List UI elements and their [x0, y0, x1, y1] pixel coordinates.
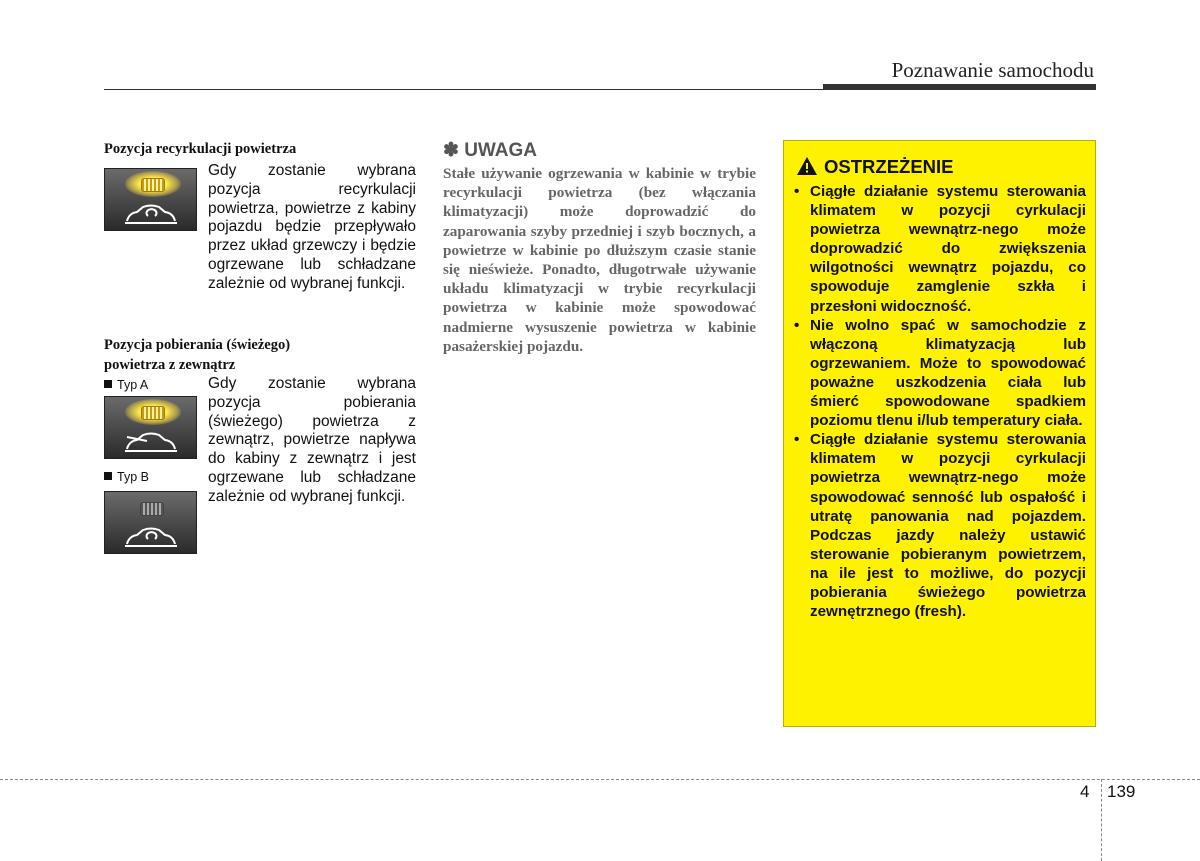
fresh-air-button-image-type-a	[104, 396, 197, 459]
bullet-square-icon	[104, 380, 112, 388]
recirculation-heading: Pozycja recyrkulacji powietrza	[104, 141, 297, 157]
chapter-number: 4	[1080, 782, 1090, 801]
warning-item: • Ciągłe działanie systemu sterowania klimatem w pozycji cyrkulacji powietrza wewnątrz-nego może spowodować senność lub ospałość i utratę panowania nad pojazdem. Podczas jazdy należy ustawić sterowanie pobieranym powietrzem, na ile jest to możliwe, do pozycji pobierania świeżego powietrza zewnętrznego (fresh).	[794, 430, 1086, 621]
uwaga-title-text: UWAGA	[464, 140, 538, 161]
warning-title	[796, 156, 954, 178]
warning-box	[783, 140, 1096, 727]
fresh-air-description: Gdy zostanie wybrana pozycja pobierania (świeżego) powietrza z zewnątrz, powietrze napływa do kabiny z zewnątrz i jest ogrzewane lub schładzane zależnie od wybranej funkcji.	[208, 375, 416, 505]
uwaga-title	[443, 139, 537, 162]
warning-item: • Ciągłe działanie systemu sterowania klimatem w pozycji cyrkulacji powietrza wewnątrz-nego może doprowadzić do zwiększenia wilgotności wewnątrz pojazdu, co spowoduje zamglenie szkła i przesłoni widoczność.	[794, 182, 1086, 316]
indicator-light-icon	[141, 178, 165, 192]
warning-item: • Nie wolno spać w samochodzie z włączoną klimatyzacją lub ogrzewaniem. Może to spowodować poważne uszkodzenia ciała lub śmierć spowodowane spadkiem poziomu tlenu i/lub temperatury ciała.	[794, 316, 1086, 431]
bullet-square-icon	[104, 472, 112, 480]
uwaga-text: Stałe używanie ogrzewania w kabinie w trybie recyrkulacji powietrza (bez włączania klimatyzacji) może doprowadzić do zaparowania szyby przedniej i szyb bocznych, a powietrze w kabinie po dłuższym czasie stanie się nieświeże. Ponadto, długotrwałe używanie układu klimatyzacji w trybie recyrkulacji powietrza w kabinie może spowodować nadmierne wysuszenie powietrza w kabinie pasażerskiej pojazdu.	[443, 165, 756, 355]
type-a-label	[104, 378, 148, 392]
page-number: 139	[1107, 782, 1136, 801]
header-rule	[104, 89, 1096, 90]
recirculation-car-icon	[123, 203, 179, 225]
type-b-text: Typ B	[117, 470, 149, 484]
warning-title-text: OSTRZEŻENIE	[824, 156, 954, 177]
warning-triangle-icon	[796, 156, 818, 176]
type-a-text: Typ A	[117, 378, 149, 392]
indicator-light-icon	[141, 406, 165, 420]
fresh-air-heading-line1: Pozycja pobierania (świeżego)	[104, 337, 291, 353]
type-b-label	[104, 470, 149, 484]
asterisk-icon: ✽	[443, 140, 459, 161]
recirculation-button-image	[104, 168, 197, 231]
footer-divider	[0, 779, 1200, 780]
warning-list	[794, 182, 1086, 621]
footer-vertical-divider	[1101, 779, 1102, 861]
fresh-air-car-icon	[123, 431, 179, 453]
fresh-air-button-image-type-b	[104, 491, 197, 554]
page-header-title: Poznawanie samochodu	[891, 58, 1094, 82]
recirculation-car-icon	[123, 526, 179, 548]
recirculation-description: Gdy zostanie wybrana pozycja recyrkulacji powietrza, powietrze z kabiny pojazdu będzie przepływało przez układ grzewczy i będzie ogrzewane lub schładzane zależnie od wybranej funkcji.	[208, 162, 416, 292]
indicator-light-off-icon	[140, 502, 164, 516]
fresh-air-heading-line2: powietrza z zewnątrz	[104, 357, 236, 373]
